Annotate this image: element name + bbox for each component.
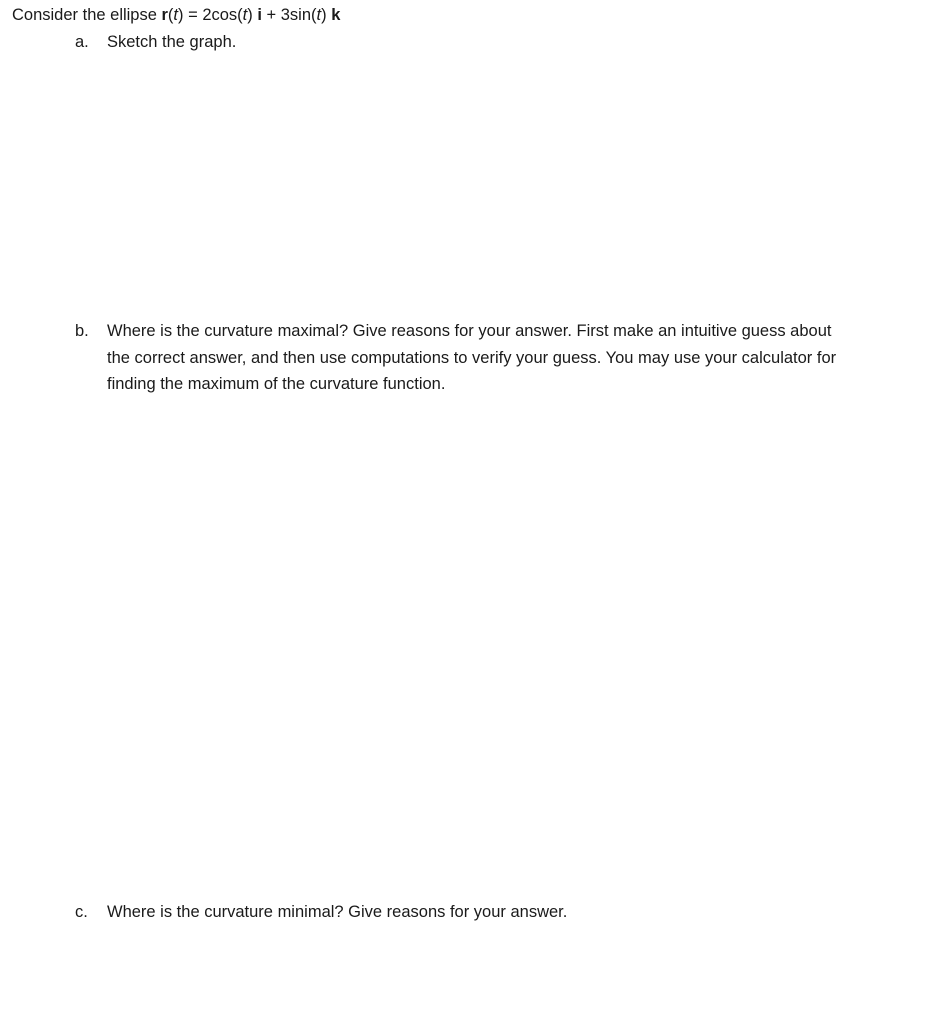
question-c-text: Where is the curvature minimal? Give reasons for your answer.: [107, 903, 568, 921]
question-b-marker: b.: [75, 322, 89, 340]
vector-r: r: [161, 6, 168, 24]
question-a-text: Sketch the graph.: [107, 33, 237, 51]
intro-close-i: ): [247, 6, 258, 24]
unit-vector-i: i: [257, 6, 262, 24]
intro-eq: ) = 2cos(: [178, 6, 243, 24]
intro-close-k: ): [321, 6, 332, 24]
intro-plus: + 3sin(: [261, 6, 317, 24]
var-t-2: t: [242, 6, 248, 24]
question-c-marker: c.: [75, 903, 88, 921]
intro-prefix: Consider the ellipse: [12, 6, 162, 24]
unit-vector-k: k: [331, 6, 341, 24]
var-t-3: t: [316, 6, 322, 24]
var-t-1: t: [173, 6, 179, 24]
problem-statement: [12, 5, 340, 25]
intro-paren-open: (: [167, 6, 174, 24]
question-b-text: Where is the curvature maximal? Give reasons for your answer. First make an intuitive guess about the correct answer, and then use computations to verify your guess. You may use your calculator for finding the maximum of the curvature function.: [107, 322, 837, 393]
question-a-marker: a.: [75, 33, 89, 51]
